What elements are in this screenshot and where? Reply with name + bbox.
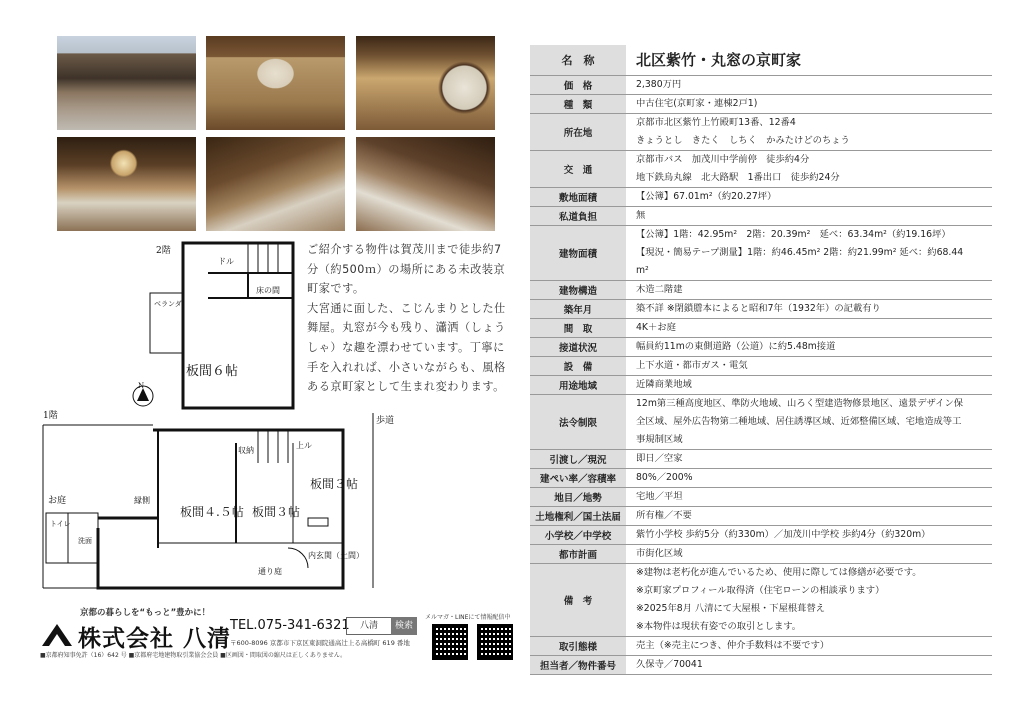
row-value-line: 【公簿】67.01m²（約20.27坪） [636, 191, 777, 202]
row-label: 価 格 [530, 76, 626, 95]
row-value [626, 281, 992, 300]
table-row [530, 395, 992, 450]
toilet-label: トイレ [50, 520, 71, 528]
row-value [626, 151, 992, 188]
row-label: 都市計画 [530, 545, 626, 564]
table-row [530, 545, 992, 564]
row-value-line: ※本物件は現状有姿での取引とします。 [636, 621, 802, 632]
window-room-photo [206, 36, 345, 130]
row-label: 建物面積 [530, 226, 626, 281]
dol-label: ドル [218, 257, 234, 266]
row-value [626, 376, 992, 395]
row-value [626, 469, 992, 488]
itama3b-label: 板間３帖 [252, 505, 301, 519]
tokonoma-label: 床の間 [256, 286, 280, 295]
row-value [626, 319, 992, 338]
north-label: N [138, 382, 145, 390]
row-value-line: 4K＋お庭 [636, 322, 676, 333]
row-value-line: 80%／200% [636, 472, 693, 483]
itama3a-label: 板間３帖 [310, 477, 359, 491]
table-row [530, 357, 992, 376]
row-value-line: 所有権／不要 [636, 510, 692, 521]
row-value-line: 売主（※売主につき、仲介手数料は不要です） [636, 640, 830, 651]
row-value [626, 338, 992, 357]
row-value [626, 357, 992, 376]
row-label: 名 称 [530, 45, 626, 76]
row-value-line: 【現況・簡易テープ測量】1階：約46.45m² 2階：約21.99m² 延べ：約68.44 [636, 247, 964, 258]
row-value-line: 12m第三種高度地区、準防火地域、山ろく型建造物修景地区、遠景デザイン保 [636, 398, 964, 409]
row-value-line: 北区紫竹・丸窓の京町家 [636, 51, 802, 69]
uchigenkan-label: 内玄関（土間） [308, 551, 364, 560]
table-row [530, 376, 992, 395]
property-table [530, 45, 992, 675]
telephone: TEL.075-341-6321 [230, 618, 350, 633]
row-value [626, 395, 992, 450]
row-value [626, 526, 992, 545]
qr-note: メルマガ・LINEにて情報配信中 [425, 614, 511, 621]
row-value [626, 488, 992, 507]
row-label: 種 類 [530, 95, 626, 114]
row-value-line: 近隣商業地域 [636, 379, 692, 390]
table-row [530, 281, 992, 300]
exterior-photo [57, 36, 196, 130]
row-value [626, 656, 992, 675]
row-value-line: 久保寺／70041 [636, 659, 703, 670]
row-value [626, 637, 992, 656]
row-value-line: 中古住宅(京町家・連棟2戸1) [636, 98, 758, 109]
row-value-line: 宅地／平坦 [636, 491, 683, 502]
table-row [530, 76, 992, 95]
table-row [530, 207, 992, 226]
row-value-line: ※2025年8月 八清にて大屋根・下屋根葺替え [636, 603, 826, 614]
floor2-label: 2階 [156, 246, 171, 256]
row-value-line: 事規制区域 [636, 434, 683, 445]
row-value [626, 450, 992, 469]
company-name: 株式会社 八清 [78, 626, 232, 652]
veranda-label: ベランダ [154, 300, 182, 308]
row-value [626, 564, 992, 637]
row-value-line: ※京町家プロフィール取得済（住宅ローンの相談承ります） [636, 585, 885, 596]
description-paragraph: ご紹介する物件は賀茂川まで徒歩約7分（約500ｍ）の場所にある未改装京町家です。 [307, 243, 506, 296]
table-row [530, 226, 992, 281]
storage-label: 収納 [238, 446, 254, 455]
itama6-label: 板間６帖 [186, 364, 239, 379]
row-label: 所在地 [530, 114, 626, 151]
oniwa-label: お庭 [48, 496, 67, 506]
table-row [530, 469, 992, 488]
row-value-line: 全区域、屋外広告物第二種地域、居住誘導区域、近郊整備区域、宅地造成等工 [636, 416, 962, 427]
row-value [626, 45, 992, 76]
row-value-line: 市街化区域 [636, 548, 683, 559]
row-value [626, 507, 992, 526]
table-row [530, 637, 992, 656]
row-value-line: きょうとし きたく しちく かみたけどのちょう [636, 135, 850, 146]
row-value-line: m² [636, 265, 649, 276]
itama45-label: 板間４.５帖 [180, 505, 244, 519]
row-label: 引渡し／現況 [530, 450, 626, 469]
row-label: 法令制限 [530, 395, 626, 450]
row-value [626, 95, 992, 114]
row-value-line: 無 [636, 210, 646, 221]
table-row [530, 188, 992, 207]
property-description [307, 240, 509, 397]
table-row [530, 338, 992, 357]
table-row [530, 45, 992, 76]
row-label: 用途地域 [530, 376, 626, 395]
description-paragraph: 大宮通に面した、こじんまりとした仕舞屋。丸窓が今も残り、瀟洒（しょうしゃ）な趣を漂わせています。丁寧に手を入れれば、小さいながらも、風格ある京町家として生まれ変わります。 [307, 301, 506, 394]
table-row [530, 114, 992, 151]
row-value-line: 木造二階建 [636, 284, 683, 295]
row-label: 担当者／物件番号 [530, 656, 626, 675]
row-value-line: ※建物は老朽化が進んでいるため、使用に際しては修繕が必要です。 [636, 567, 922, 578]
row-label: 接道状況 [530, 338, 626, 357]
row-value-line: 2,380万円 [636, 79, 682, 90]
mailmag-qr-icon[interactable] [432, 624, 468, 660]
row-value-line: 地下鉄烏丸線 北大路駅 1番出口 徒歩約24分 [636, 172, 840, 183]
floor1-label: 1階 [43, 411, 58, 421]
company-address: 〒600-8096 京都市下京区東洞院通高辻上る高橋町 619 番地 [230, 639, 410, 647]
row-label: 敷地面積 [530, 188, 626, 207]
row-value-line: 京都市バス 加茂川中学前停 徒歩約4分 [636, 154, 810, 165]
row-value [626, 226, 992, 281]
toriniwa-label: 通り庭 [258, 567, 282, 576]
row-value [626, 545, 992, 564]
doma-lamp-photo [57, 137, 196, 231]
row-value-line: 即日／空家 [636, 453, 683, 464]
table-row [530, 488, 992, 507]
table-row [530, 656, 992, 675]
row-value [626, 300, 992, 319]
line-qr-icon[interactable] [477, 624, 513, 660]
table-row [530, 564, 992, 637]
washroom-label: 洗面 [78, 537, 92, 545]
upper-room-photo [356, 137, 495, 231]
table-row [530, 95, 992, 114]
table-row [530, 300, 992, 319]
ceiling-room-photo [206, 137, 345, 231]
row-label: 小学校／中学校 [530, 526, 626, 545]
row-value-line: 京都市北区紫竹上竹殿町13番、12番4 [636, 117, 796, 128]
row-label: 間 取 [530, 319, 626, 338]
table-row [530, 526, 992, 545]
row-value [626, 76, 992, 95]
table-row [530, 507, 992, 526]
table-row [530, 450, 992, 469]
row-value-line: 【公簿】1階：42.95m² 2階：20.39m² 延べ：63.34m²（約19.16坪） [636, 229, 951, 240]
search-button[interactable]: 検索 [391, 617, 417, 635]
engawa-label: 縁側 [134, 496, 150, 505]
row-label: 建物構造 [530, 281, 626, 300]
row-label: 土地権利／国土法届 [530, 507, 626, 526]
search-input[interactable]: 八清 [346, 617, 392, 635]
row-value-line: 幅員約11mの東側道路（公道）に約5.48m接道 [636, 341, 836, 352]
license-note: ■京都府知事免許（16）642 号 ■京都府宅地建物取引業協会会員 ■区画図・間取図の縮尺は正しくありません。 [40, 652, 347, 659]
tagline: 京都の暮らしを“もっと”豊かに！ [80, 608, 211, 618]
row-label: 私道負担 [530, 207, 626, 226]
row-label: 築年月 [530, 300, 626, 319]
row-label: 交 通 [530, 151, 626, 188]
company-logo-icon [40, 620, 74, 648]
row-value [626, 207, 992, 226]
row-label: 建ぺい率／容積率 [530, 469, 626, 488]
round-window-photo [356, 36, 495, 130]
row-value-line: 紫竹小学校 歩約5分（約330m）／加茂川中学校 歩約4分（約320m） [636, 529, 931, 540]
up-label: 上ル [296, 441, 312, 450]
row-value [626, 188, 992, 207]
row-label: 地目／地勢 [530, 488, 626, 507]
row-label: 取引態様 [530, 637, 626, 656]
row-value [626, 114, 992, 151]
row-value-line: 上下水道・都市ガス・電気 [636, 360, 748, 371]
table-row [530, 319, 992, 338]
row-value-line: 築不詳 ※閉鎖謄本によると昭和7年（1932年）の記載有り [636, 303, 881, 314]
table-row [530, 151, 992, 188]
hodo-label: 歩道 [376, 416, 395, 426]
row-label: 備 考 [530, 564, 626, 637]
row-label: 設 備 [530, 357, 626, 376]
